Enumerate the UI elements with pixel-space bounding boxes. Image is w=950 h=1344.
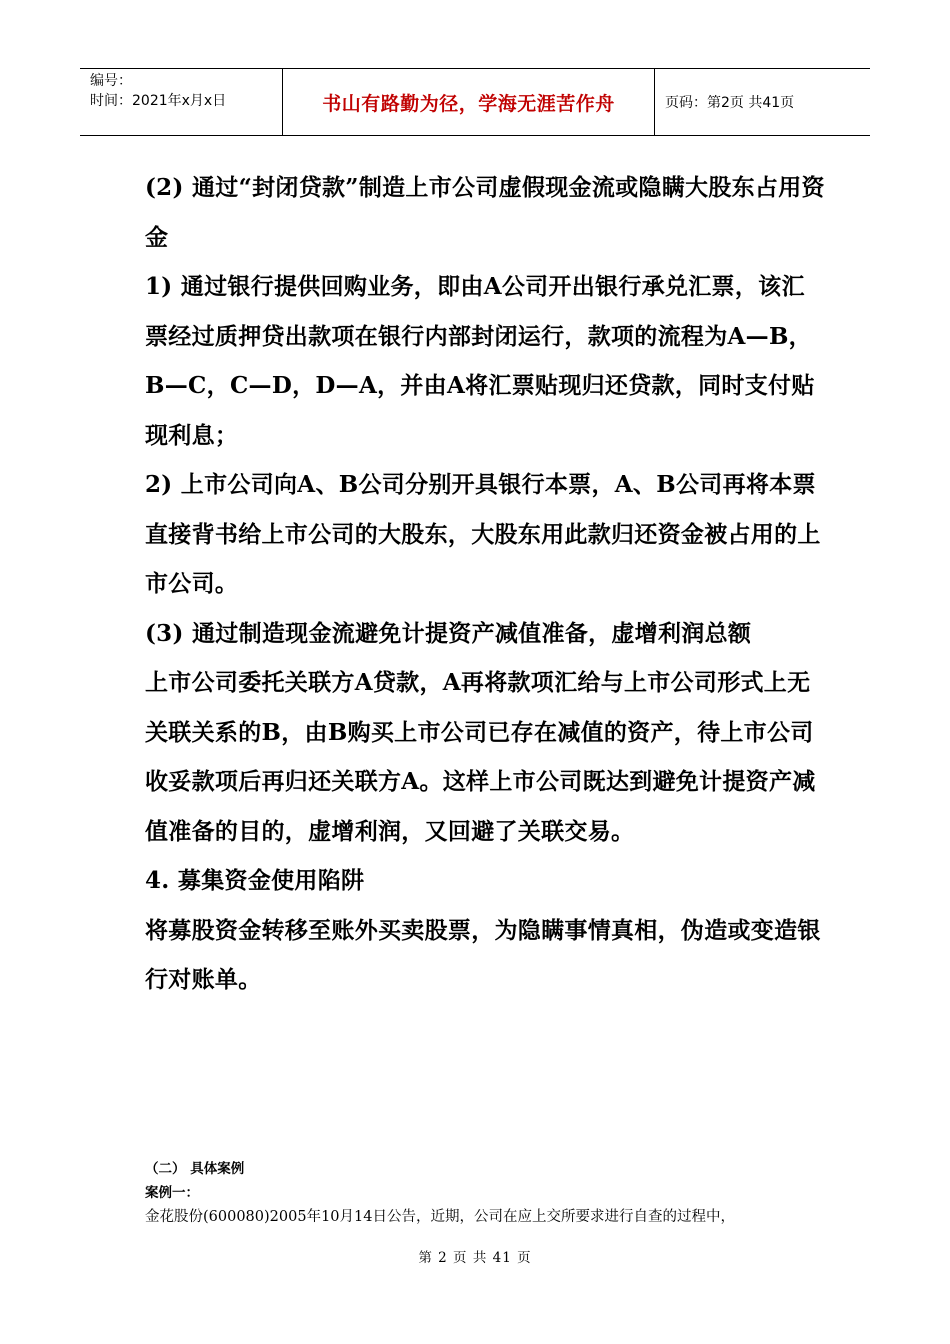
paragraph-cash-flow-heading: (3) 通过制造现金流避免计提资产减值准备，虚增利润总额: [145, 619, 752, 647]
document-body: [145, 163, 825, 1005]
header-page-info: [655, 69, 870, 135]
case-section-title: （二） 具体案例: [145, 1161, 245, 1177]
paragraph-fund-trap-heading: 4. 募集资金使用陷阱: [145, 867, 365, 894]
document-time-label: 时间：2021年x月x日: [90, 93, 227, 109]
paragraph-fund-transfer: 将募股资金转移至账外买卖股票，为隐瞒事情真相，伪造或变造银行对账单。: [145, 916, 821, 993]
case-text: 金花股份(600080)2005年10月14日公告，近期，公司在应上交所要求进行自查的过程中，: [145, 1209, 735, 1225]
page-info-text: 页码：第2页 共41页: [665, 95, 795, 111]
page-header: [80, 68, 870, 136]
paragraph-closed-loan-heading: (2) 通过“封闭贷款”制造上市公司虚假现金流或隐瞒大股东占用资金: [145, 174, 825, 251]
document-number-label: 编号：: [90, 73, 132, 89]
footer-page-number: 第 2 页 共 41 页: [418, 1250, 532, 1266]
page-footer: [0, 1246, 950, 1266]
paragraph-bank-draft: 2) 上市公司向A、B公司分别开具银行本票，A、B公司再将本票直接背书给上市公司的大股东，大股东用此款归还资金被占用的上市公司。: [145, 471, 821, 597]
header-meta: [80, 69, 283, 135]
motto-text: 书山有路勤为径，学海无涯苦作舟: [322, 92, 615, 115]
case-title: 案例一：: [145, 1185, 199, 1201]
paragraph-buyback-business: 1) 通过银行提供回购业务，即由A公司开出银行承兑汇票，该汇票经过质押贷出款项在银行内部封闭运行，款项的流程为A—B，B—C，C—D，D—A，并由A将汇票贴现归还贷款，同时支付贴现利息；: [145, 273, 815, 449]
case-section: [145, 1157, 825, 1229]
header-motto: [283, 69, 655, 135]
paragraph-related-party-loan: 上市公司委托关联方A贷款，A再将款项汇给与上市公司形式上无关联关系的B，由B购买上市公司已存在减值的资产，待上市公司收妥款项后再归还关联方A。这样上市公司既达到避免计提资产减值准备的目的，虚增利润，又回避了关联交易。: [145, 669, 816, 845]
